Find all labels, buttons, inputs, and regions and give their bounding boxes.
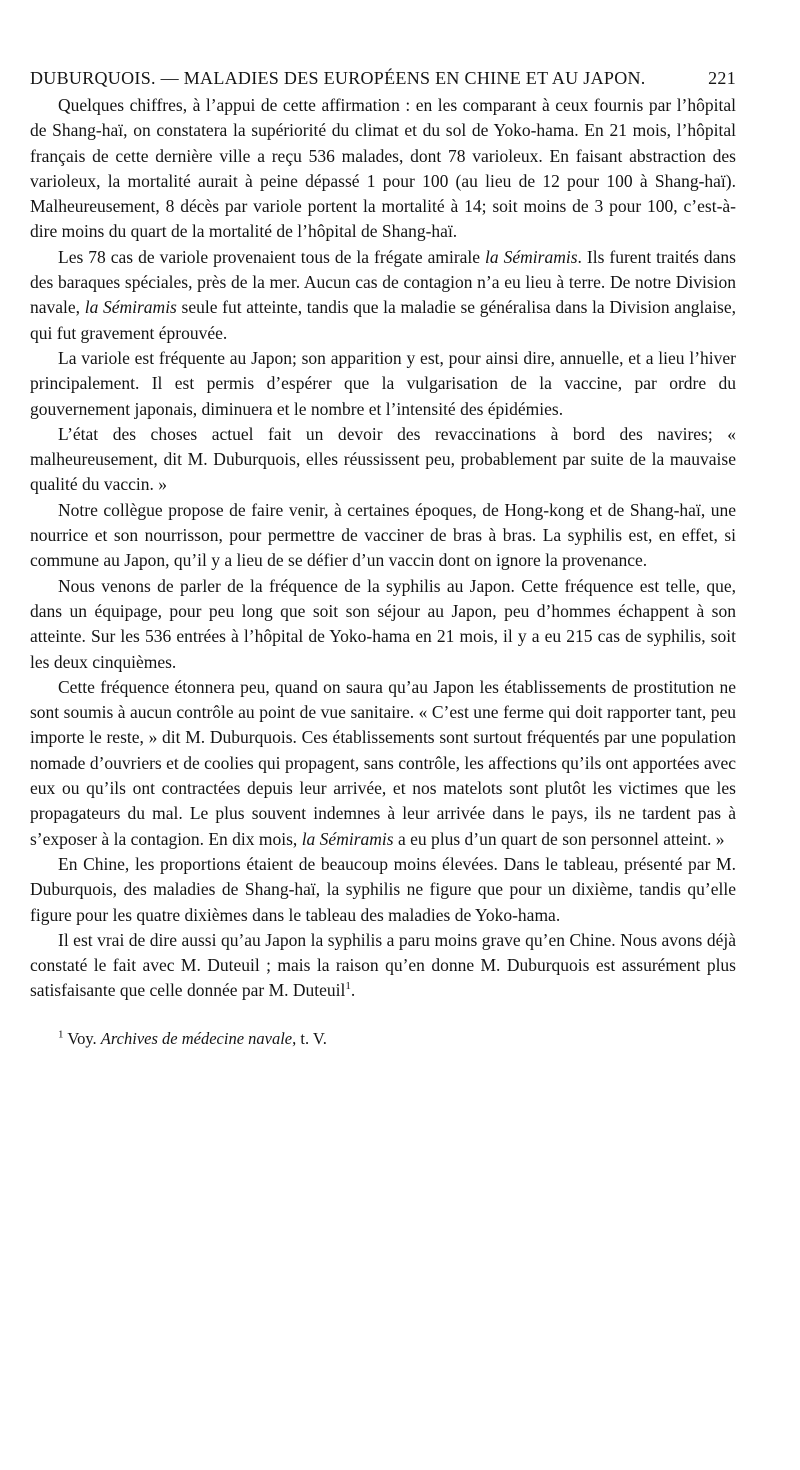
footnote-lead: Voy. xyxy=(63,1028,101,1048)
footnote-mark: 1 xyxy=(58,1028,64,1041)
ship-name: la Sémiramis xyxy=(301,828,394,849)
body-text xyxy=(30,93,736,1004)
paragraph-3: La variole est fréquente au Japon; son apparition y est, pour ainsi dire, annuelle, et a lieu l’hiver principalement. Il est permis d’espérer que la vulgarisation de la vaccine, par ordre du gouvernement japonais, diminuera et le nombre et l’intensité des épidémies. xyxy=(30,347,736,419)
paragraph-4: L’état des choses actuel fait un devoir des revaccinations à bord des navires; « malheureusement, dit M. Duburquois, elles réussissent peu, probablement par suite de la mauvaise qualité du vaccin. » xyxy=(30,423,736,495)
footnote-tail: , t. V. xyxy=(292,1028,327,1048)
paragraph-7-text-b: a eu plus d’un quart de son personnel atteint. » xyxy=(393,828,725,849)
paragraph-5: Notre collègue propose de faire venir, à certaines époques, de Hong-kong et de Shang-haï, une nourrice et son nourrisson, pour permettre de vacciner de bras à bras. La syphilis est, en effet, si commune au Japon, qu’il y a lieu de se défier d’un vaccin dont on ignore la provenance. xyxy=(30,499,736,571)
paragraph-2 xyxy=(30,245,736,346)
ship-name: la Sémiramis xyxy=(485,246,578,267)
paragraph-2-text-c: seule fut atteinte, tandis que la maladie se généralisa dans la Division anglaise, qui fut gravement éprouvée. xyxy=(30,297,737,343)
paragraph-2-text-a: Les 78 cas de variole provenaient tous de la frégate amirale xyxy=(58,246,486,267)
paragraph-9 xyxy=(30,928,736,1004)
paragraph-9-text: Il est vrai de dire aussi qu’au Japon la syphilis a paru moins grave qu’en Chine. Nous avons déjà constaté le fait avec M. Duteuil ; mais la raison qu’en donne M. Duburquois est assurément plus satisfaisante que celle donnée par M. Duteuil xyxy=(30,929,736,1001)
footnote-reference[interactable]: 1 xyxy=(345,980,351,993)
footnote-journal-title: Archives de médecine navale xyxy=(100,1028,293,1048)
paragraph-1: Quelques chiffres, à l’appui de cette affirmation : en les comparant à ceux fournis par l’hôpital de Shang-haï, on constatera la supériorité du climat et du sol de Yoko-hama. En 21 mois, l’hôpital français de cette dernière ville a reçu 536 malades, dont 78 varioleux. En faisant abstraction des varioleux, la mortalité aurait à peine dépassé 1 pour 100 (au lieu de 12 pour 100 à Shang-haï). Malheureusement, 8 décès par variole portent la mortalité à 14; soit moins de 3 pour 100, c’est-à-dire moins du quart de la mortalité de l’hôpital de Shang-haï. xyxy=(30,95,736,242)
paragraph-7 xyxy=(30,675,736,852)
running-title: DUBURQUOIS. — MALADIES DES EUROPÉENS EN CHINE ET AU JAPON. xyxy=(30,68,646,88)
footnote xyxy=(30,1028,736,1050)
paragraph-2-text-b: . Ils furent traités dans des baraques spéciales, près de la mer. Aucun cas de contagion n’a eu lieu à terre. De notre Division navale, xyxy=(30,246,736,318)
paragraph-7-text-a: Cette fréquence étonnera peu, quand on saura qu’au Japon les établissements de prostitution ne sont soumis à aucun contrôle au point de vue sanitaire. « C’est une ferme qui doit rapporter tant, peu importe le reste, » dit M. Duburquois. Ces établissements sont surtout fréquentés par une population nomade d’ouvriers et de coolies qui propagent, sans contrôle, les affections qu’ils ont apportées avec eux ou qu’ils ont contractées depuis leur arrivée, et nos matelots sont plutôt les victimes que les propagateurs du mal. Le plus souvent indemnes à leur arrivée dans le pays, ils ne tardent pas à s’exposer à la contagion. En dix mois, xyxy=(30,676,736,849)
page-number: 221 xyxy=(708,68,736,88)
book-page xyxy=(30,68,736,1050)
ship-name: la Sémiramis xyxy=(84,297,177,318)
paragraph-9-end: . xyxy=(350,980,356,1001)
running-head xyxy=(30,68,736,89)
paragraph-8: En Chine, les proportions étaient de beaucoup moins élevées. Dans le tableau, présenté par M. Duburquois, des maladies de Shang-haï, la syphilis ne figure que pour un dixième, tandis qu’elle figure pour les quatre dixièmes dans le tableau des maladies de Yoko-hama. xyxy=(30,853,736,925)
paragraph-6: Nous venons de parler de la fréquence de la syphilis au Japon. Cette fréquence est telle, que, dans un équipage, pour peu long que soit son séjour au Japon, peu d’hommes échappent à son atteinte. Sur les 536 entrées à l’hôpital de Yoko-hama en 21 mois, il y a eu 215 cas de syphilis, soit les deux cinquièmes. xyxy=(30,575,736,672)
